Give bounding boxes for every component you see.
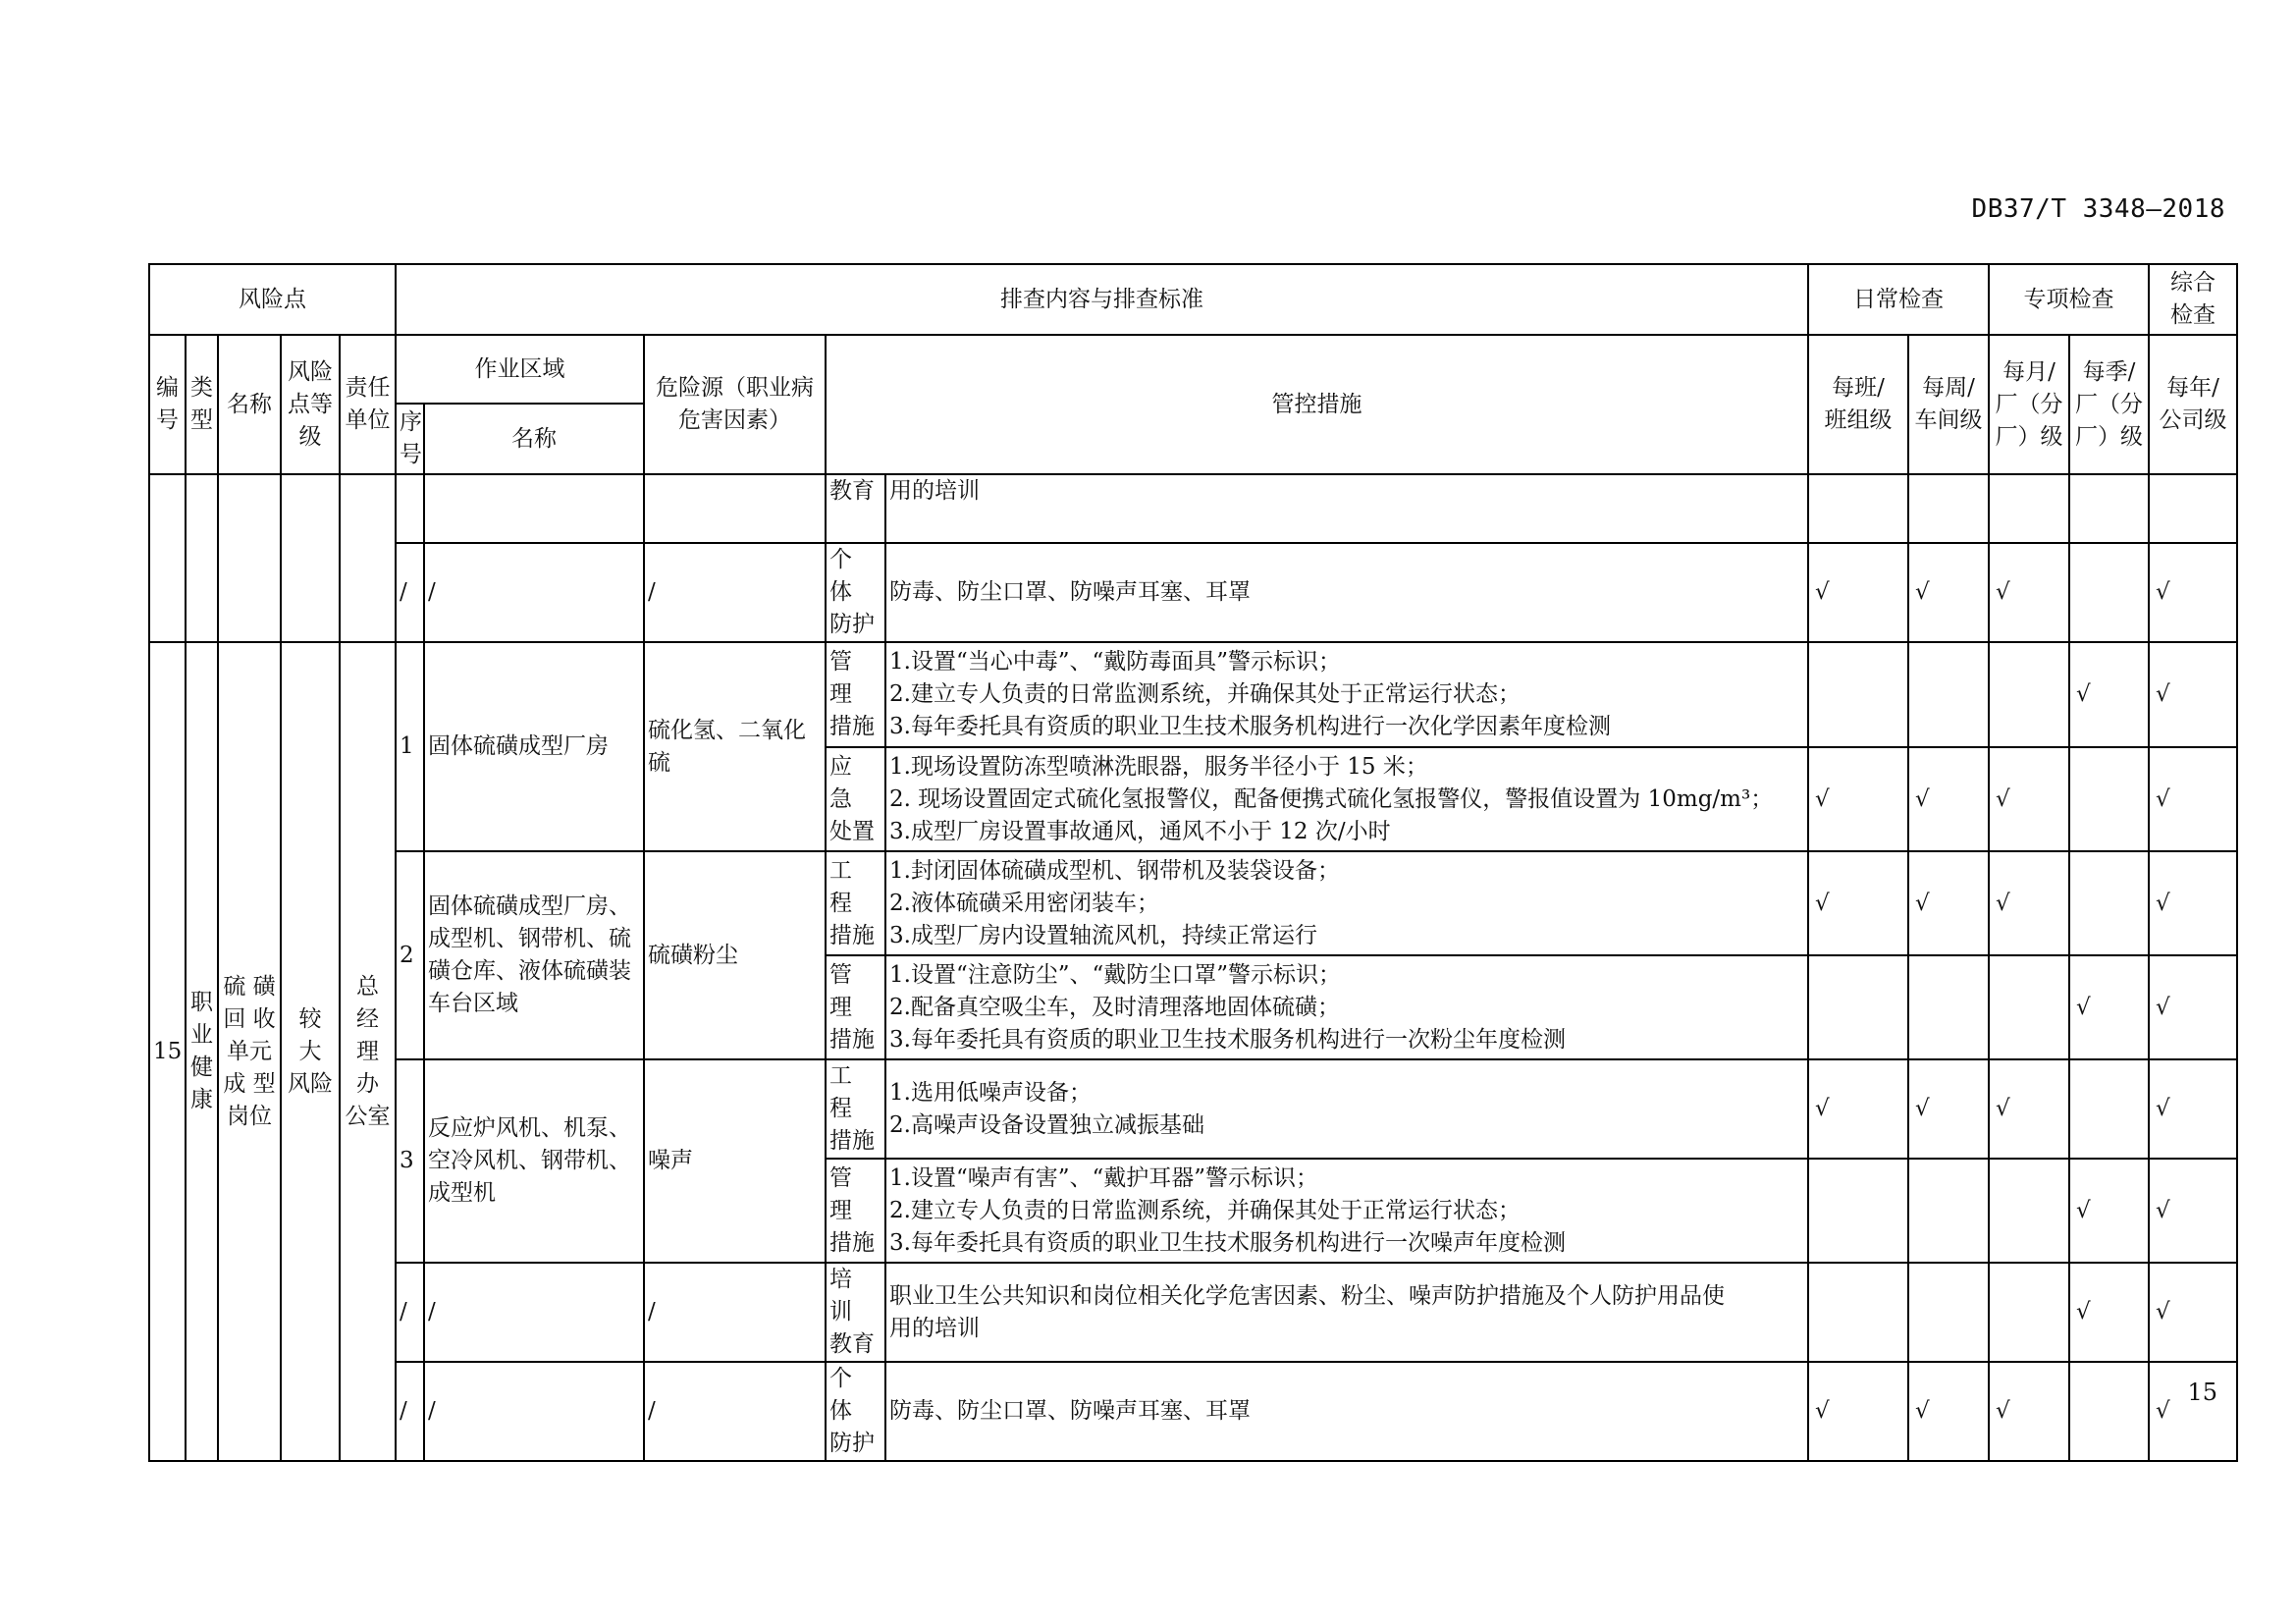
cell-area: 固体硫磺成型厂房 <box>424 642 644 851</box>
cell-check: √ <box>1989 851 2069 955</box>
cell-check <box>2069 474 2149 543</box>
cell-check: √ <box>2149 1362 2237 1461</box>
cell-empty <box>149 474 186 642</box>
header-daily-check: 日常检查 <box>1808 264 1989 335</box>
cell-check: √ <box>2149 1263 2237 1362</box>
cell-measure: 防毒、防尘口罩、防噪声耳塞、耳罩 <box>885 1362 1808 1461</box>
header-type: 类 型 <box>186 335 218 474</box>
cell-hazard: / <box>644 543 826 642</box>
table-row <box>149 543 2237 642</box>
cell-check: √ <box>1989 543 2069 642</box>
cell-area: / <box>424 1362 644 1461</box>
risk-no: 15 <box>149 642 186 1461</box>
cell-category: 教育 <box>826 474 885 543</box>
cell-check <box>1808 1159 1908 1263</box>
cell-area: 反应炉风机、机泵、 空冷风机、钢带机、 成型机 <box>424 1059 644 1263</box>
cell-measure: 防毒、防尘口罩、防噪声耳塞、耳罩 <box>885 543 1808 642</box>
cell-measure: 1.选用低噪声设备； 2.高噪声设备设置独立减振基础 <box>885 1059 1808 1159</box>
cell-category: 工 程 措施 <box>826 1059 885 1159</box>
header-responsible-unit: 责任 单位 <box>340 335 396 474</box>
cell-check <box>1808 474 1908 543</box>
cell-check: √ <box>1808 543 1908 642</box>
cell-hazard: 硫磺粉尘 <box>644 851 826 1059</box>
cell-empty <box>218 474 281 642</box>
table-row <box>149 1362 2237 1461</box>
cell-check: √ <box>1908 1362 1989 1461</box>
cell-measure: 1.封闭固体硫磺成型机、钢带机及装袋设备； 2.液体硫磺采用密闭装车； 3.成型厂房内设置轴流风机，持续正常运行 <box>885 851 1808 955</box>
cell-check: √ <box>1808 1362 1908 1461</box>
header-check-content: 排查内容与排查标准 <box>396 264 1808 335</box>
cell-check: √ <box>1908 543 1989 642</box>
header-name: 名称 <box>218 335 281 474</box>
cell-area: 固体硫磺成型厂房、 成型机、钢带机、硫 磺仓库、液体硫磺装 车台区域 <box>424 851 644 1059</box>
cell-measure: 1.现场设置防冻型喷淋洗眼器，服务半径小于 15 米； 2. 现场设置固定式硫化氢报警仪，配备便携式硫化氢报警仪，警报值设置为 10mg/m³； 3.成型厂房设置事故通风，通风不小于 12 次/小时 <box>885 747 1808 851</box>
cell-check: √ <box>2069 955 2149 1059</box>
cell-hazard: / <box>644 1362 826 1461</box>
cell-check <box>1808 1263 1908 1362</box>
cell-check <box>1989 1263 2069 1362</box>
cell-check: √ <box>1908 851 1989 955</box>
risk-check-table <box>148 263 2238 1462</box>
cell-area: / <box>424 543 644 642</box>
header-work-area: 作业区域 <box>396 335 644 404</box>
cell-category: 工 程 措施 <box>826 851 885 955</box>
cell-check: √ <box>2149 1159 2237 1263</box>
cell-category: 管 理 措施 <box>826 1159 885 1263</box>
cell-check <box>2069 747 2149 851</box>
cell-check: √ <box>1989 1362 2069 1461</box>
cell-check <box>1908 642 1989 747</box>
cell-check <box>2069 543 2149 642</box>
header-no: 编 号 <box>149 335 186 474</box>
header-per-month: 每月/ 厂（分 厂）级 <box>1989 335 2069 474</box>
cell-hazard: / <box>644 1263 826 1362</box>
cell-check: √ <box>1808 1059 1908 1159</box>
page-number: 15 <box>2187 1379 2217 1406</box>
header-hazard: 危险源（职业病 危害因素） <box>644 335 826 474</box>
cell-check <box>1989 955 2069 1059</box>
cell-empty <box>281 474 340 642</box>
cell-measure: 1.设置“当心中毒”、“戴防毒面具”警示标识； 2.建立专人负责的日常监测系统，并确保其处于正常运行状态； 3.每年委托具有资质的职业卫生技术服务机构进行一次化学因素年度检测 <box>885 642 1808 747</box>
document-code: DB37/T 3348—2018 <box>1971 194 2225 224</box>
header-per-shift: 每班/ 班组级 <box>1808 335 1908 474</box>
cell-seq: / <box>396 1263 424 1362</box>
cell-check: √ <box>1908 1059 1989 1159</box>
cell-check: √ <box>1989 1059 2069 1159</box>
cell-measure: 1.设置“注意防尘”、“戴防尘口罩”警示标识； 2.配备真空吸尘车，及时清理落地固体硫磺； 3.每年委托具有资质的职业卫生技术服务机构进行一次粉尘年度检测 <box>885 955 1808 1059</box>
header-control-measures: 管控措施 <box>826 335 1808 474</box>
cell-check: √ <box>2069 1263 2149 1362</box>
cell-check <box>1908 1159 1989 1263</box>
cell-seq: 1 <box>396 642 424 851</box>
cell-check <box>1908 474 1989 543</box>
cell-check: √ <box>2149 642 2237 747</box>
cell-check <box>1908 1263 1989 1362</box>
cell-measure: 职业卫生公共知识和岗位相关化学危害因素、粉尘、噪声防护措施及个人防护用品使 用的培训 <box>885 1263 1808 1362</box>
header-risk-point: 风险点 <box>149 264 396 335</box>
cell-category: 管 理 措施 <box>826 955 885 1059</box>
cell-seq: / <box>396 543 424 642</box>
header-seq: 序 号 <box>396 404 424 474</box>
cell-category: 应 急 处置 <box>826 747 885 851</box>
risk-responsible-unit: 总 经 理 办 公室 <box>340 642 396 1461</box>
cell-check: √ <box>2149 851 2237 955</box>
cell-check <box>1908 955 1989 1059</box>
cell-check: √ <box>1989 747 2069 851</box>
cell-check <box>1808 642 1908 747</box>
header-special-check: 专项检查 <box>1989 264 2149 335</box>
table-row <box>149 1263 2237 1362</box>
cell-category: 管 理 措施 <box>826 642 885 747</box>
cell-check <box>1989 1159 2069 1263</box>
cell-area: / <box>424 1263 644 1362</box>
cell-check <box>1989 642 2069 747</box>
cell-check <box>2069 1362 2149 1461</box>
cell-hazard: 噪声 <box>644 1059 826 1263</box>
risk-level: 较 大 风险 <box>281 642 340 1461</box>
cell-check: √ <box>2149 747 2237 851</box>
cell-empty <box>340 474 396 642</box>
risk-name: 硫 磺 回 收 单元 成 型 岗位 <box>218 642 281 1461</box>
table-row <box>149 851 2237 955</box>
header-area-name: 名称 <box>424 404 644 474</box>
header-risk-level: 风险 点等 级 <box>281 335 340 474</box>
cell-seq: 3 <box>396 1059 424 1263</box>
table-row <box>149 1059 2237 1159</box>
cell-measure: 用的培训 <box>885 474 1808 543</box>
cell-category: 培 训 教育 <box>826 1263 885 1362</box>
cell-check: √ <box>1808 851 1908 955</box>
risk-type: 职 业 健 康 <box>186 642 218 1461</box>
table-row <box>149 642 2237 747</box>
cell-category: 个 体 防护 <box>826 1362 885 1461</box>
cell-seq: 2 <box>396 851 424 1059</box>
cell-hazard: 硫化氢、二氧化 硫 <box>644 642 826 851</box>
cell-seq <box>396 474 424 543</box>
cell-area <box>424 474 644 543</box>
table-row <box>149 474 2237 543</box>
cell-check: √ <box>2069 1159 2149 1263</box>
header-per-quarter: 每季/ 厂（分 厂）级 <box>2069 335 2149 474</box>
cell-check: √ <box>2069 642 2149 747</box>
cell-check: √ <box>1908 747 1989 851</box>
cell-seq: / <box>396 1362 424 1461</box>
cell-measure: 1.设置“噪声有害”、“戴护耳器”警示标识； 2.建立专人负责的日常监测系统，并确保其处于正常运行状态； 3.每年委托具有资质的职业卫生技术服务机构进行一次噪声年度检测 <box>885 1159 1808 1263</box>
cell-check <box>1989 474 2069 543</box>
header-per-week: 每周/ 车间级 <box>1908 335 1989 474</box>
cell-check <box>2149 474 2237 543</box>
header-comprehensive-check: 综合 检查 <box>2149 264 2237 335</box>
cell-empty <box>186 474 218 642</box>
cell-check: √ <box>2149 1059 2237 1159</box>
cell-category: 个 体 防护 <box>826 543 885 642</box>
cell-check <box>2069 851 2149 955</box>
cell-check <box>1808 955 1908 1059</box>
cell-check: √ <box>2149 543 2237 642</box>
header-per-year: 每年/ 公司级 <box>2149 335 2237 474</box>
cell-check: √ <box>1808 747 1908 851</box>
cell-hazard <box>644 474 826 543</box>
cell-check <box>2069 1059 2149 1159</box>
cell-check: √ <box>2149 955 2237 1059</box>
